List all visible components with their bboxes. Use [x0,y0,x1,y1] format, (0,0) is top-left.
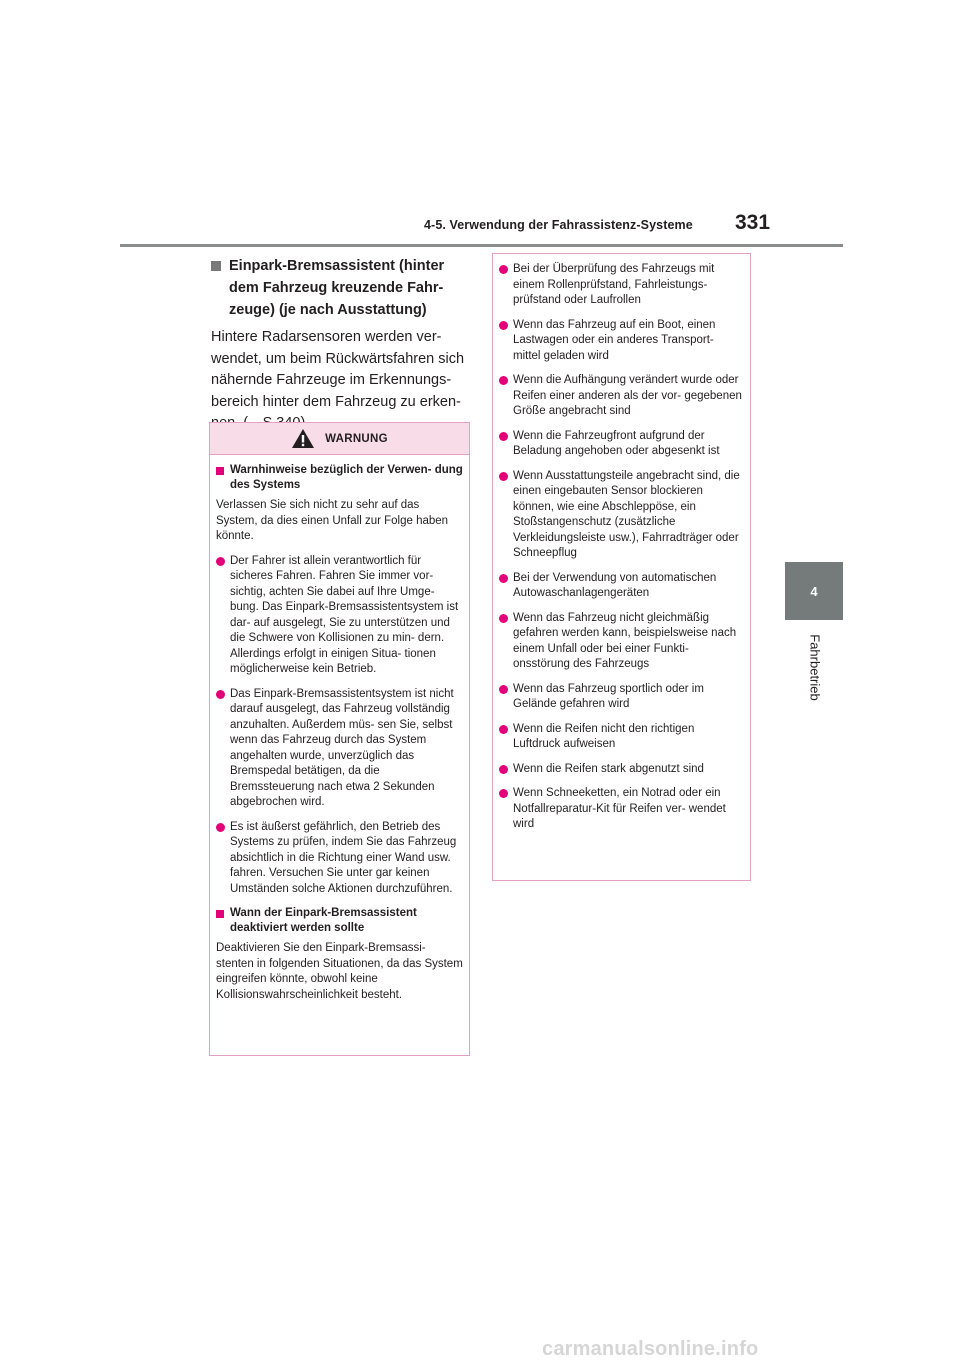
warning-box [209,422,470,1056]
list-item: Bei der Verwendung von automatischen Autowaschanlagengeräten [499,571,744,602]
bullet-dot-icon [499,789,508,798]
intro-text: Hintere Radarsensoren werden ver- wendet, um beim Rückwärtsfahren sich nähernde Fahrzeuge im Erkennungs- bereich hinter dem Fahrzeug zu erken- [211,329,465,410]
list-item: Wenn Ausstattungsteile angebracht sind, die einen eingebauten Sensor blockieren können, wie eine Abschleppöse, ein Stoßstangenschutz (zusätzliche Verkleidungsleiste usw.), Fahrradträger oder Schneepflug [499,469,744,562]
section-title: 4-5. Verwendung der Fahrassistenz-Systeme [424,218,693,232]
header-divider [120,244,843,247]
intro-heading-text: Einpark-Bremsassistent (hinter dem Fahrzeug kreuzende Fahr- zeuge) (je nach Ausstattung) [229,258,445,318]
watermark: carmanualsonline.info [542,1338,759,1360]
warning-section2-heading: Wann der Einpark-Bremsassistent deaktiviert werden sollte [216,906,463,935]
warning-section2-text: Deaktivieren Sie den Einpark-Bremsassi- stenten in folgenden Situationen, da das System eingreifen könnte, obwohl keine Kollisionswahrscheinlichkeit besteht. [216,942,463,1001]
list-item: Wenn die Aufhängung verändert wurde oder Reifen einer anderen als der vor- gegebenen Größe angebracht sind [499,373,744,420]
list-item: Der Fahrer ist allein verantwortlich für sicheres Fahren. Fahren Sie immer vor- sichtig, achten Sie dabei auf Ihre Umge- bung. Das Einpark-Bremsassistentsystem ist dar- auf ausgelegt, Sie zu unterstützen und die Schwere von Kollisionen zu min- dern. Allerdings erfolgt in einigen Situa- tionen möglicherweise kein Betrieb. [216,554,463,678]
warning-header [210,423,469,455]
bullet-dot-icon [499,376,508,385]
chapter-tab[interactable] [785,562,843,620]
chapter-name: Fahrbetrieb [807,634,823,701]
warning-triangle-icon [291,428,315,449]
list-item: Wenn die Reifen nicht den richtigen Luftdruck aufweisen [499,722,744,753]
bullet-dot-icon [499,685,508,694]
square-bullet-icon [216,910,224,918]
page-number: 331 [735,211,771,234]
bullet-dot-icon [499,432,508,441]
warning-body [210,455,469,1003]
square-bullet-icon [216,467,224,475]
bullet-dot-icon [499,321,508,330]
list-item: Wenn die Fahrzeugfront aufgrund der Beladung angehoben oder abgesenkt ist [499,429,744,460]
bullet-dot-icon [499,472,508,481]
list-item: Wenn das Fahrzeug nicht gleichmäßig gefahren werden kann, beispielsweise nach einem Unfall oder bei einer Funkti- onsstörung des Fahrzeugs [499,611,744,673]
bullet-dot-icon [216,823,225,832]
list-item: Bei der Überprüfung des Fahrzeugs mit einem Rollenprüfstand, Fahrleistungs- prüfstand oder Laufrollen [499,262,744,309]
bullet-dot-icon [499,574,508,583]
bullet-dot-icon [499,765,508,774]
bullet-dot-icon [499,614,508,623]
list-item: Wenn das Fahrzeug sportlich oder im Gelände gefahren wird [499,682,744,713]
list-item: Wenn Schneeketten, ein Notrad oder ein Notfallreparatur-Kit für Reifen ver- wendet wird [499,786,744,833]
intro-section [211,255,473,435]
warning-title: WARNUNG [325,432,388,445]
intro-heading [211,255,473,321]
bullet-dot-icon [216,557,225,566]
chapter-number: 4 [810,583,818,599]
list-item: Wenn die Reifen stark abgenutzt sind [499,762,744,778]
warning-section1-text: Verlassen Sie sich nicht zu sehr auf das System, da dies einen Unfall zur Folge haben könnte. [216,499,449,542]
bullet-dot-icon [216,690,225,699]
warning-section1-heading: Warnhinweise bezüglich der Verwen- dung des Systems [216,463,463,492]
list-item: Wenn das Fahrzeug auf ein Boot, einen Lastwagen oder ein anderes Transport- mittel geladen wird [499,318,744,365]
list-item: Es ist äußerst gefährlich, den Betrieb des Systems zu prüfen, indem Sie das Fahrzeug absichtlich in die Richtung einer Wand usw. fahren. Versuchen Sie unter gar keinen Umständen solche Aktionen durchzuführen. [216,820,463,898]
list-item: Das Einpark-Bremsassistentsystem ist nicht darauf ausgelegt, das Fahrzeug vollständig anzuhalten. Außerdem müs- sen Sie, selbst wenn das Fahrzeug durch das System angehalten wurde, unverzüglich das Bremspedal betätigen, da die Bremssteuerung nach etwa 2 Sekunden abgebrochen wird. [216,687,463,811]
square-bullet-icon [211,261,221,271]
bullet-dot-icon [499,725,508,734]
bullet-dot-icon [499,265,508,274]
situations-box [492,253,751,881]
